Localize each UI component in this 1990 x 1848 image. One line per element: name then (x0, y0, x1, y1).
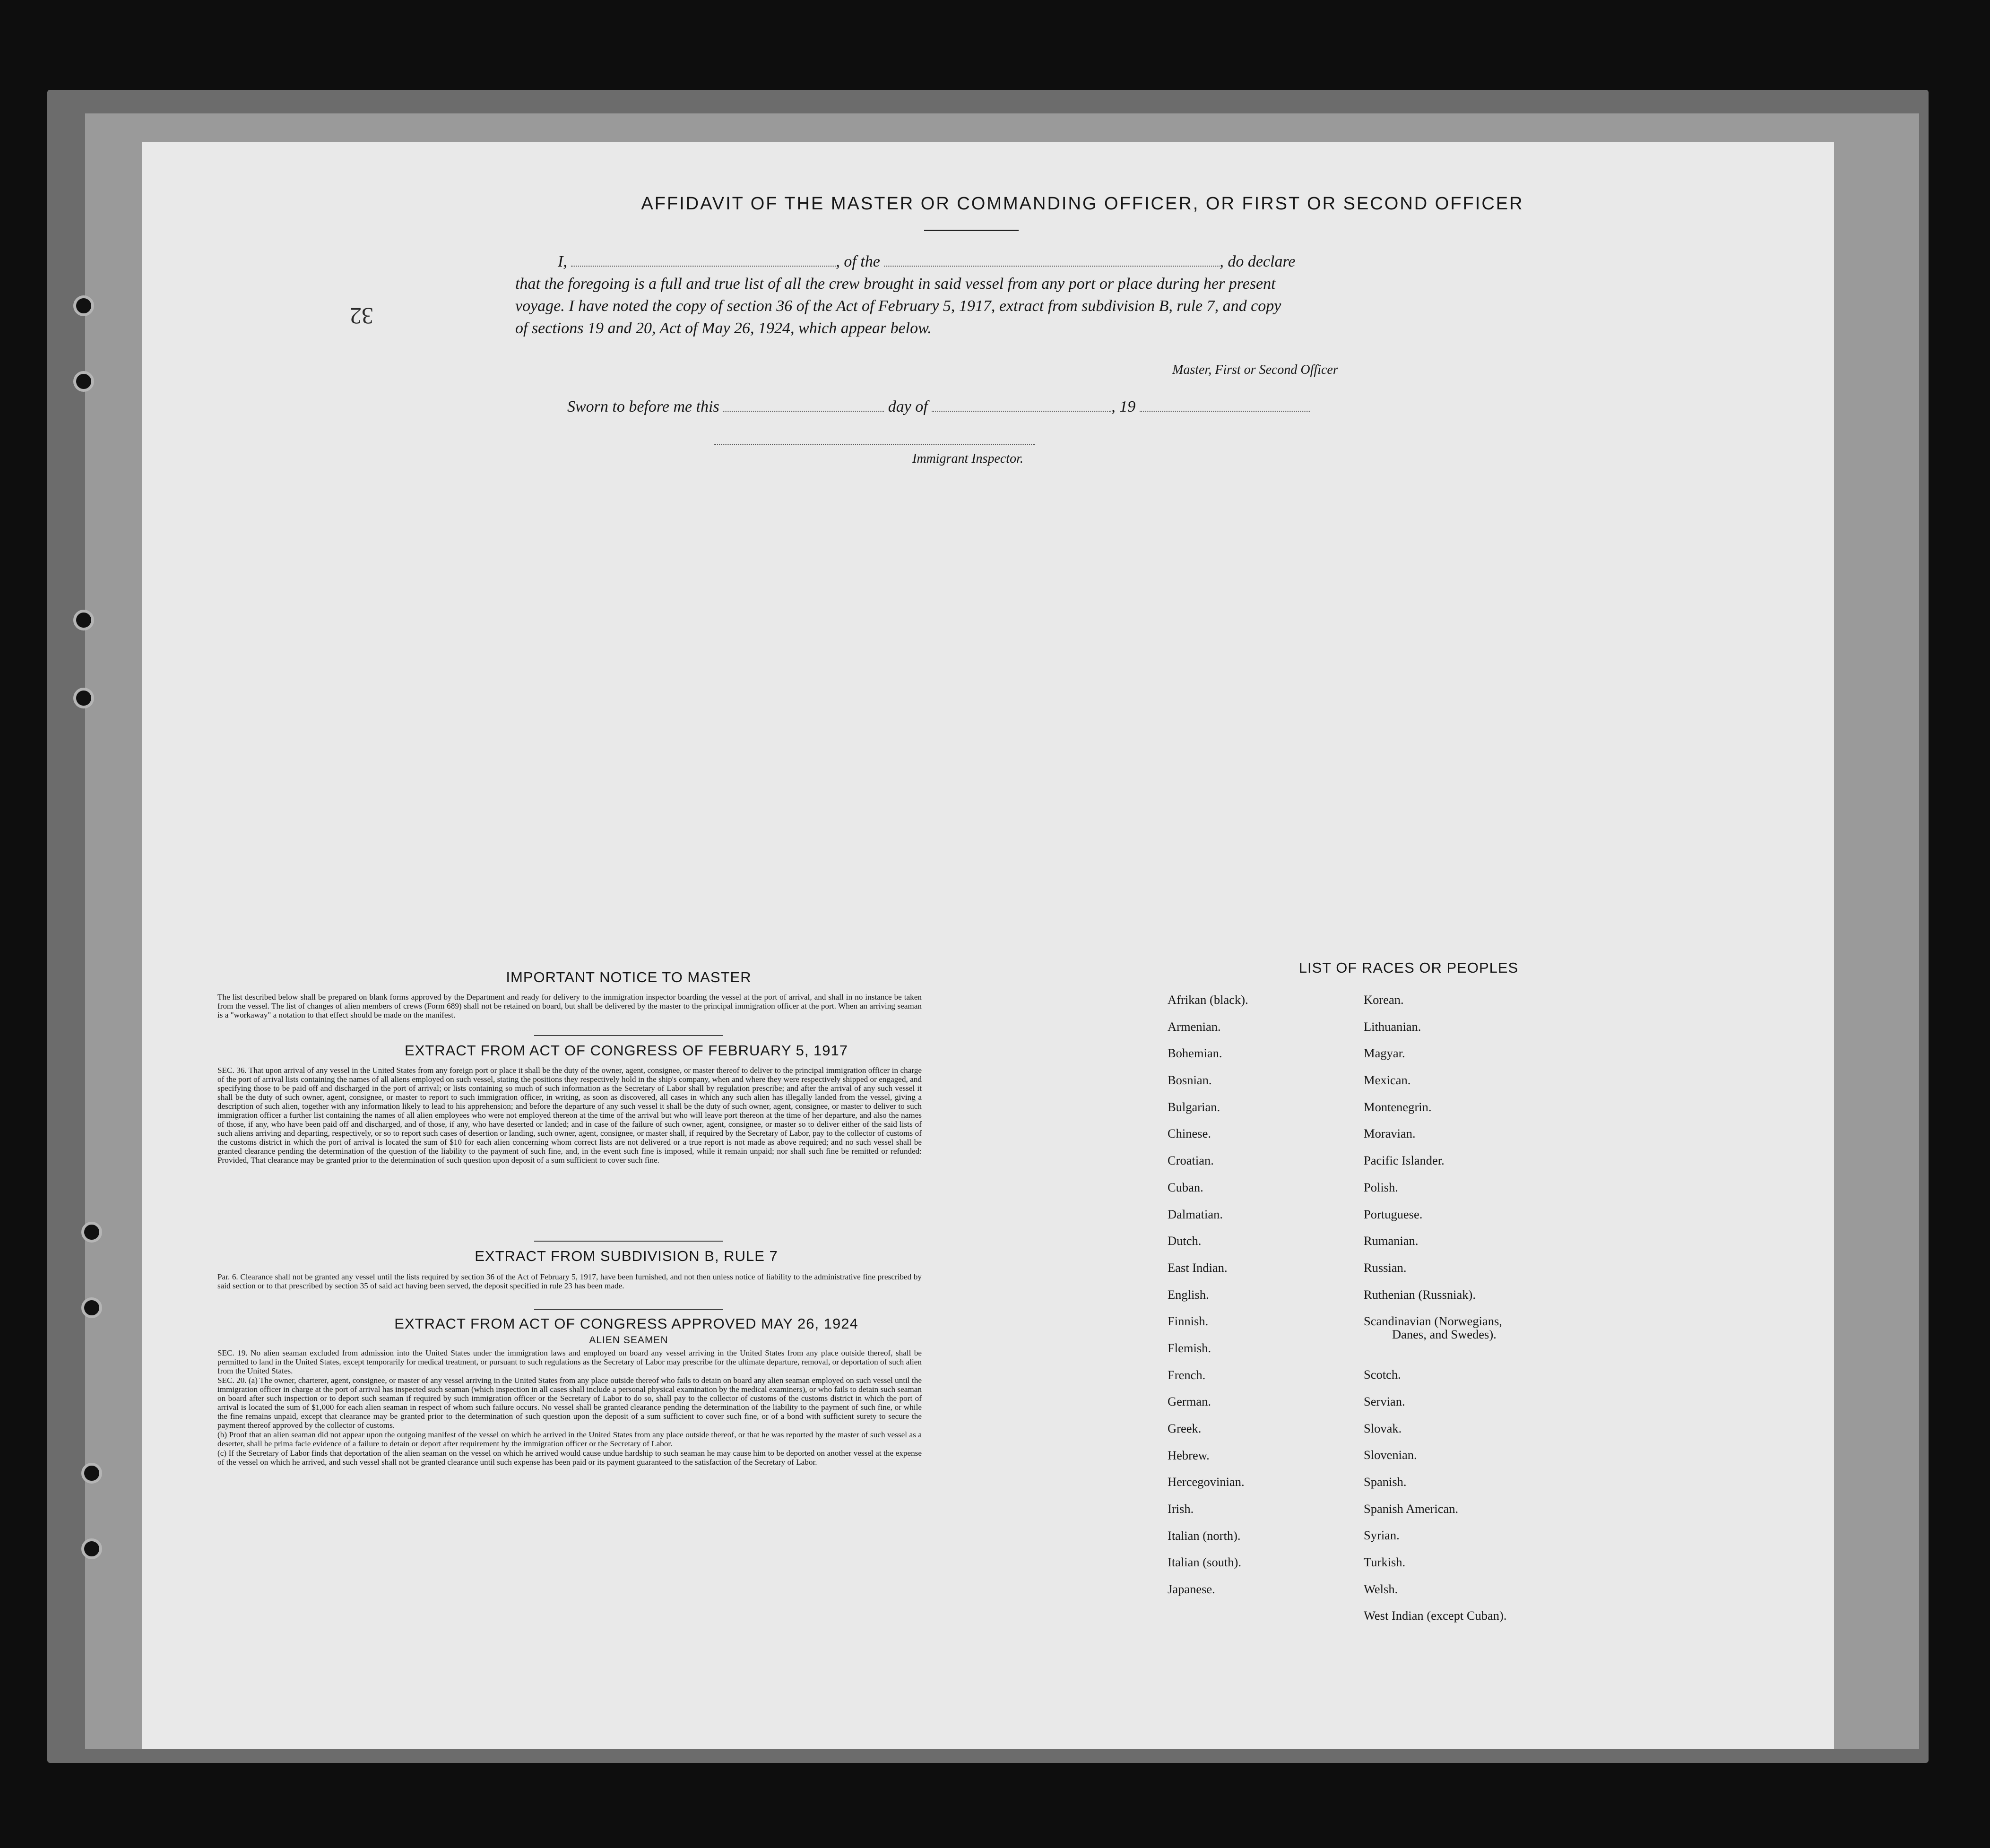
race-item: Polish. (1364, 1180, 1398, 1194)
race-item: East Indian. (1168, 1260, 1228, 1275)
inspector-signature-line (714, 444, 1035, 445)
race-item: Irish. (1168, 1502, 1194, 1516)
race-item: Moravian. (1364, 1126, 1416, 1141)
race-item: Finnish. (1168, 1314, 1209, 1329)
race-item: Greek. (1168, 1421, 1202, 1435)
binder-hole (81, 1222, 102, 1243)
master-signature-label: Master, First or Second Officer (1172, 363, 1338, 377)
divider (534, 1035, 723, 1036)
race-item: Cuban. (1168, 1180, 1203, 1194)
name-field[interactable] (571, 265, 836, 267)
race-item: Italian (north). (1168, 1528, 1241, 1543)
race-item: Portuguese. (1364, 1207, 1423, 1221)
race-item: Servian. (1364, 1394, 1405, 1408)
sworn-year: , 19 (1111, 398, 1136, 415)
races-right-column (1364, 993, 1507, 1635)
race-item: Korean. (1364, 993, 1404, 1007)
race-item: Scandinavian (Norwegians, (1364, 1314, 1502, 1329)
sec-19-paragraph: SEC. 19. No alien seaman excluded from admission into the United States under the immigration laws and employed on board any vessel arriving in the United States from any place outside thereof, shall be permitted to land in the United States, except temporarily for medical treatment, or pursuant to such regulations as the Secretary of Labor may prescribe for the ultimate departure, removal, or deportation of such alien from the United States. (217, 1348, 922, 1375)
race-item: Chinese. (1168, 1126, 1211, 1141)
binder-hole (73, 371, 94, 392)
race-item: Welsh. (1364, 1581, 1398, 1596)
extract-1924-subtitle: ALIEN SEAMEN (589, 1335, 668, 1346)
sworn-year-field[interactable] (1140, 410, 1310, 412)
extract-1924-text (217, 1348, 922, 1467)
race-item: Afrikan (black). (1168, 993, 1248, 1007)
race-item: Japanese. (1168, 1582, 1215, 1597)
decl-do-declare: , do declare (1220, 253, 1296, 270)
binder-hole (81, 1538, 102, 1559)
extract-1917-text: SEC. 36. That upon arrival of any vessel in the United States from any foreign port or place it shall be the duty of the owner, agent, consignee, or master thereof to deliver to the principal immigration officer in charge of the port of arrival lists containing the names of all aliens employed on such vessel, stating the positions they respectively hold in the ship's company, when and where they were respectively shipped or engaged, and specifying those to be paid off and discharged in the port of arrival; or lists containing so much of such information as the Secretary of Labor shall by regulation prescribe; and after the arrival of any such vessel it shall be the duty of such owner, agent, consignee, or master to report to such immigration officer, in writing, as soon as discovered, all cases in which any such alien has illegally landed from the vessel, giving a description of such alien, together with any information likely to lead to his apprehension; and before the departure of any such vessel it shall be the duty of such owner, agent, consignee, or master to deliver to such immigration officer a further list containing the names of all alien employees who were not employed thereon at the time of the arrival but who will leave port thereon at the time of her departure, and also the names of those, if any, who have been paid off and discharged, and of those, if any, who have deserted or landed; and in case of the failure of such owner, agent, consignee, or master so to deliver either of the said lists of such aliens arriving and departing, respectively, or so to report such cases of desertion or landing, such owner, agent, consignee, or master shall, if required by the Secretary of Labor, pay to the collector of customs of the customs district in which the port of arrival is located the sum of $10 for each alien concerning whom correct lists are not delivered or a true report is not made as above required; and no such vessel shall be granted clearance pending the determination of the question of the liability to the payment of such fine, and, in the event such fine is imposed, while it remain unpaid; nor shall such fine be remitted or refunded: Provided, That clearance may be granted prior to the determination of such question upon deposit of a sum sufficient to cover such fine. (217, 1066, 922, 1165)
race-item: Magyar. (1364, 1046, 1405, 1061)
sworn-prefix: Sworn to before me this (567, 398, 719, 415)
decl-of-the: , of the (836, 253, 880, 270)
race-item: German. (1168, 1394, 1211, 1409)
race-item: Croatian. (1168, 1153, 1214, 1168)
decl-i: I, (558, 253, 567, 270)
binder-hole (73, 610, 94, 630)
page-number: 32 (350, 303, 373, 329)
title-underline (924, 230, 1019, 231)
binder-hole (73, 688, 94, 708)
decl-line-3: voyage. I have noted the copy of section 36 of the Act of February 5, 1917, extract from subdivision B, rule 7, and copy (515, 297, 1281, 315)
race-item: Bulgarian. (1168, 1099, 1220, 1114)
race-item: Mexican. (1364, 1073, 1411, 1088)
sec-20b-paragraph: (b) Proof that an alien seaman did not appear upon the outgoing manifest of the vessel on which he arrived in the United States from any place outside thereof, or that he was reported by the master of such vessel as a deserter, shall be prima facie evidence of a failure to detain or deport after requirement by the immigration officer or the Secretary of Labor. (217, 1430, 922, 1448)
race-item: Hercegovinian. (1168, 1475, 1245, 1489)
sec-20c-paragraph: (c) If the Secretary of Labor finds that deportation of the alien seaman on the vessel on which he arrived would cause undue hardship to such seaman he may cause him to be deported on another vessel at the expense of the vessel on which he arrived, and such vessel shall not be granted clearance until such expense has been paid or its payment guaranteed to the satisfaction of the Secretary of Labor. (217, 1449, 922, 1467)
affidavit-title: AFFIDAVIT OF THE MASTER OR COMMANDING OFFICER, OR FIRST OR SECOND OFFICER (641, 194, 1524, 214)
race-item: Pacific Islander. (1364, 1153, 1445, 1168)
sec-20a-paragraph: SEC. 20. (a) The owner, charterer, agent, consignee, or master of any vessel arriving in the United States from any place outside thereof who fails to detain on board any alien seaman employed on such vessel until the immigration officer in charge at the port of arrival has inspected such seaman (which inspection in all cases shall include a personal physical examination by the medical examiners), or who fails to detain such seaman on board after such inspection or to deport such seaman if required by such immigration officer or the Secretary of Labor to do so, shall pay to the collector of customs of the customs district in which the port of arrival is located the sum of $1,000 for each alien seaman in respect of whom such failure occurs. No vessel shall be granted clearance pending the determination of the liability to the payment of such fine, or while the fine remains unpaid, except that clearance may be granted prior to the determination of such question upon the deposit of a sum sufficient to cover such fine, or of a bond with sufficient surety to secure the payment thereof approved by the collector of customs. (217, 1376, 922, 1430)
race-item: Dutch. (1168, 1234, 1202, 1248)
race-item: Russian. (1364, 1260, 1407, 1275)
extract-rule7-text: Par. 6. Clearance shall not be granted any vessel until the lists required by section 36 of the Act of February 5, 1917, have been furnished, and not then unless notice of liability to the administrative fine prescribed by said section or to that prescribed by section 35 of said act having been served, the deposit specified in rule 23 has been made. (217, 1272, 922, 1290)
races-left-column (1168, 993, 1248, 1609)
notice-title: IMPORTANT NOTICE TO MASTER (506, 969, 752, 985)
divider (534, 1309, 723, 1310)
extract-1924-title: EXTRACT FROM ACT OF CONGRESS APPROVED MAY 26, 1924 (394, 1315, 858, 1332)
sworn-month-field[interactable] (932, 410, 1111, 412)
race-item: Lithuanian. (1364, 1019, 1421, 1034)
extract-rule7-title: EXTRACT FROM SUBDIVISION B, RULE 7 (475, 1248, 778, 1264)
race-item: Rumanian. (1364, 1234, 1419, 1248)
vessel-field[interactable] (884, 265, 1220, 267)
races-title: LIST OF RACES OR PEOPLES (1298, 959, 1519, 976)
race-item: Armenian. (1168, 1019, 1221, 1034)
race-item: Syrian. (1364, 1528, 1400, 1543)
divider (534, 1241, 723, 1242)
race-item: Italian (south). (1168, 1555, 1242, 1570)
race-item: Spanish American. (1364, 1501, 1459, 1516)
binder-hole (81, 1297, 102, 1318)
sworn-day-of: day of (888, 398, 928, 415)
race-item: West Indian (except Cuban). (1364, 1608, 1507, 1623)
affidavit-page (142, 142, 1834, 1749)
race-item: Dalmatian. (1168, 1207, 1223, 1221)
decl-line-2: that the foregoing is a full and true list of all the crew brought in said vessel from any port or place during her present (515, 275, 1276, 293)
race-item: Hebrew. (1168, 1448, 1210, 1462)
extract-1917-title: EXTRACT FROM ACT OF CONGRESS OF FEBRUARY 5, 1917 (404, 1042, 848, 1059)
race-item: Turkish. (1364, 1555, 1406, 1570)
notice-text: The list described below shall be prepared on blank forms approved by the Department and ready for delivery to the immigration inspector boarding the vessel at the port of arrival, and shall in no instance be taken from the vessel. The list of changes of alien members of crews (Form 689) shall not be retained on board, but shall be delivered by the master to the principal immigration officer at the port. When an arriving seaman is a "workaway" a notation to that effect should be made on the manifest. (217, 993, 922, 1019)
binder-hole (73, 295, 94, 316)
race-item: French. (1168, 1367, 1206, 1382)
binder-hole (81, 1463, 102, 1484)
race-item: Scotch. (1364, 1367, 1401, 1382)
bleed-through-text (473, 473, 1834, 1323)
race-item: Montenegrin. (1364, 1099, 1432, 1114)
race-item: Ruthenian (Russniak). (1364, 1287, 1476, 1302)
sworn-line (567, 398, 1310, 416)
race-item: English. (1168, 1287, 1209, 1302)
race-item: Slovenian. (1364, 1448, 1417, 1462)
race-item: Bohemian. (1168, 1046, 1222, 1061)
race-item: Slovak. (1364, 1421, 1402, 1435)
sworn-day-field[interactable] (723, 410, 884, 412)
race-item: Danes, and Swedes). (1392, 1327, 1497, 1342)
race-item: Bosnian. (1168, 1073, 1212, 1088)
decl-line-4: of sections 19 and 20, Act of May 26, 1924, which appear below. (515, 320, 932, 337)
affidavit-declaration (515, 250, 1574, 339)
race-item: Flemish. (1168, 1340, 1211, 1355)
race-item: Spanish. (1364, 1475, 1407, 1489)
inspector-label: Immigrant Inspector. (912, 451, 1023, 466)
